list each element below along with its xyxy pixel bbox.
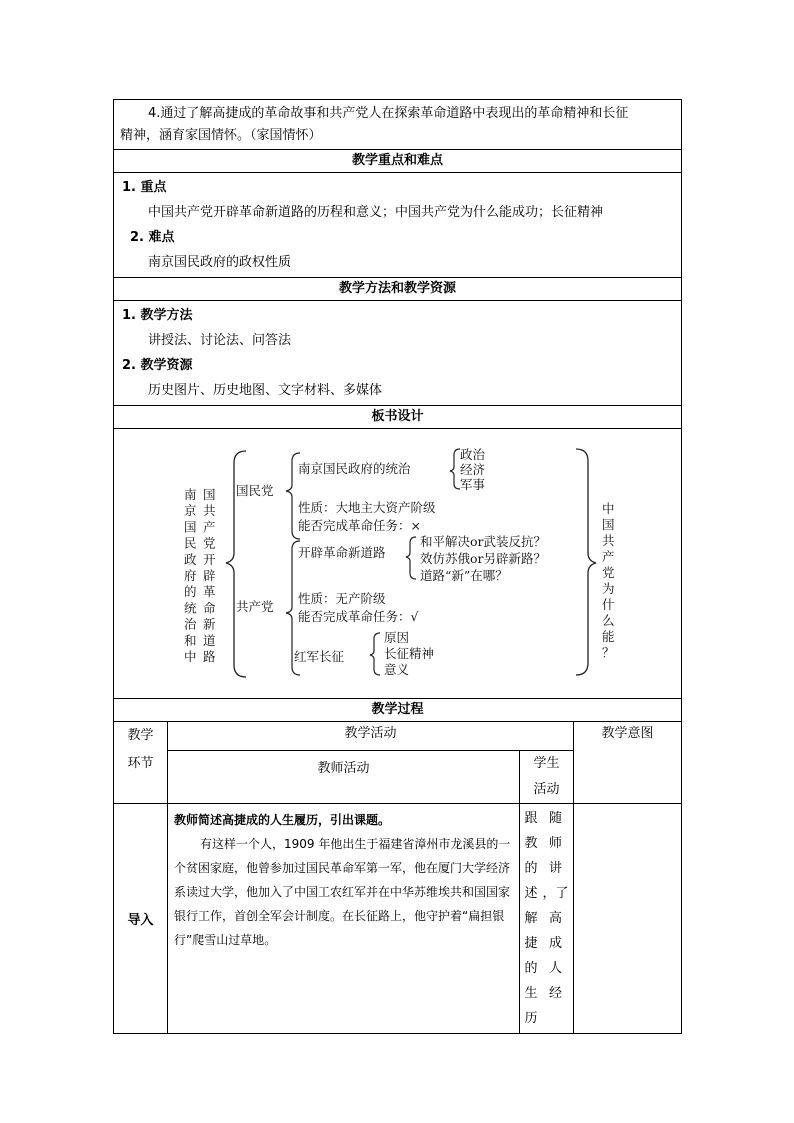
ccp-road-bracket [406,537,416,579]
long-march-item: 长征精神 [384,646,435,661]
ccp-road-item: 效仿苏俄or另辟新路？ [420,551,547,566]
objective-cell [114,100,682,150]
student-char: 的 [524,961,538,976]
long-march-item: 原因 [384,630,410,645]
col-stage-header [114,722,168,804]
student-char: 成 [548,936,562,951]
difficulty-heading: 2. 难点 [130,230,175,245]
col-stage-label: 教学环节 [127,728,154,771]
gmd-item: 政治 [460,447,486,462]
board-vertical-char: 辟 [203,568,216,583]
board-vertical-char: 命 [203,600,216,616]
student-activity-cell [520,804,574,1034]
student-char: 解 [524,911,538,926]
student-char: 师 [548,836,562,851]
objective-line-2: 精神，涵育家国情怀。（家国情怀） [120,128,322,143]
board-vertical-char: 中 [184,649,197,664]
student-char: 经 [548,986,562,1001]
resource-heading: 2. 教学资源 [122,358,193,373]
board-vertical-char: 中 [602,501,615,516]
student-char: 讲 [548,861,562,876]
board-vertical-char: 的 [184,584,197,600]
board-vertical-char: 治 [184,616,197,632]
board-vertical-char: 产 [602,549,615,564]
board-vertical-char: 能 [602,629,615,644]
ccp-road: 开辟革命新道路 [298,545,386,560]
board-vertical-char: 开 [203,551,216,567]
board-vertical-char: 路 [203,649,216,664]
board-title-col2 [203,487,216,664]
gmd-item: 经济 [460,462,486,477]
student-text-col2 [542,806,568,1031]
board-vertical-char: 为 [602,581,615,596]
board-header: 板书设计 [114,406,682,429]
board-vertical-char: 革 [203,584,216,600]
key-point-heading: 1. 重点 [122,180,167,195]
col-teacher-header: 教师活动 [168,751,520,804]
student-char: 历 [524,1011,538,1026]
method-heading: 1. 教学方法 [122,308,193,323]
methods-header: 教学方法和教学资源 [114,278,682,301]
key-points-header: 教学重点和难点 [114,150,682,173]
key-point-text: 中国共产党开辟革命新道路的历程和意义；中国共产党为什么能成功；长征精神 [148,205,604,220]
student-char: 的 [524,861,538,876]
board-right-question [602,501,615,660]
student-char: 人 [548,961,562,976]
board-vertical-char: 党 [602,565,615,580]
board-vertical-char: 新 [203,616,216,632]
gmd-nature: 性质：大地主大资产阶级 [298,500,436,515]
student-char: ，了 [542,886,569,901]
student-char: 高 [548,911,562,926]
board-vertical-char: 什 [602,597,615,612]
board-vertical-char: 政 [184,551,197,567]
board-vertical-char: 和 [184,632,197,648]
student-char: 述 [524,886,538,901]
board-design-cell [114,429,682,699]
gmd-item: 军事 [460,477,486,492]
ccp-nature: 性质：无产阶级 [298,591,386,606]
board-vertical-char: 道 [203,632,216,648]
method-text: 讲授法、讨论法、问答法 [148,333,292,348]
student-char: 生 [524,986,538,1001]
ccp-label: 共产党 [236,599,274,614]
board-vertical-char: 京 [184,503,197,519]
board-vertical-char: 国 [602,517,615,532]
gmd-items-bracket [450,449,460,489]
process-header: 教学过程 [114,699,682,722]
board-vertical-char: 国 [184,519,197,535]
gmd-label: 国民党 [236,483,274,498]
objective-line-1: 4.通过了解高捷成的革命故事和共产党人在探索革命道路中表现出的革命精神和长征 [148,106,629,121]
long-march-item: 意义 [384,662,410,677]
teacher-activity-cell [168,804,520,1034]
resource-text: 历史图片、历史地图、文字材料、多媒体 [148,383,383,398]
board-vertical-char: 国 [203,487,216,502]
board-vertical-char: 共 [602,533,615,548]
board-vertical-char: ？ [602,645,615,660]
lesson-plan-document [113,99,681,1034]
right-bracket [576,449,596,675]
board-vertical-char: 党 [203,535,216,551]
ccp-task: 能否完成革命任务：√ [298,609,419,624]
gmd-rule: 南京国民政府的统治 [298,461,411,476]
long-march-bracket [370,633,380,675]
col-student-label: 学生活动 [533,756,560,797]
student-text-col1 [524,806,537,1031]
board-vertical-char: 民 [184,535,197,551]
student-char [542,1006,568,1031]
board-title-col1 [184,487,197,664]
board-vertical-char: 统 [184,600,197,616]
lesson-plan-table [113,99,682,1034]
board-vertical-char: 么 [602,613,615,628]
key-points-cell [114,173,682,278]
stage-intro: 导入 [114,804,168,1034]
intent-cell [574,804,682,1034]
board-vertical-char: 南 [184,487,197,502]
board-diagram [114,429,682,698]
long-march-label: 红军长征 [294,649,345,664]
ccp-road-item: 道路“新”在哪？ [420,568,508,583]
col-student-header [520,751,574,804]
board-vertical-char: 共 [203,503,216,519]
student-char: 随 [548,811,562,826]
col-intent-header: 教学意图 [574,722,682,804]
board-vertical-char: 府 [184,568,197,583]
student-char: 捷 [524,936,538,951]
teacher-text: 有这样一个人，1909 年他出生于福建省漳州市龙溪县的一个贫困家庭，他曾参加过国民革命军第一军，他在厦门大学经济系读过大学，他加入了中国工农红军并在中华苏维埃共和国国家银行工作，首创全军会计制度。在长征路上，他守护着“扁担银行”爬雪山过草地。 [174,837,511,947]
methods-cell [114,301,682,406]
teacher-title: 教师简述高捷成的人生履历，引出课题。 [174,813,391,827]
board-vertical-char: 产 [203,519,216,535]
ccp-road-item: 和平解决or武装反抗？ [420,534,547,549]
gmd-task: 能否完成革命任务：× [298,518,421,533]
difficulty-text: 南京国民政府的政权性质 [148,255,292,270]
student-char: 教 [524,836,538,851]
col-activity-header: 教学活动 [168,722,574,751]
student-char: 跟 [524,811,538,826]
